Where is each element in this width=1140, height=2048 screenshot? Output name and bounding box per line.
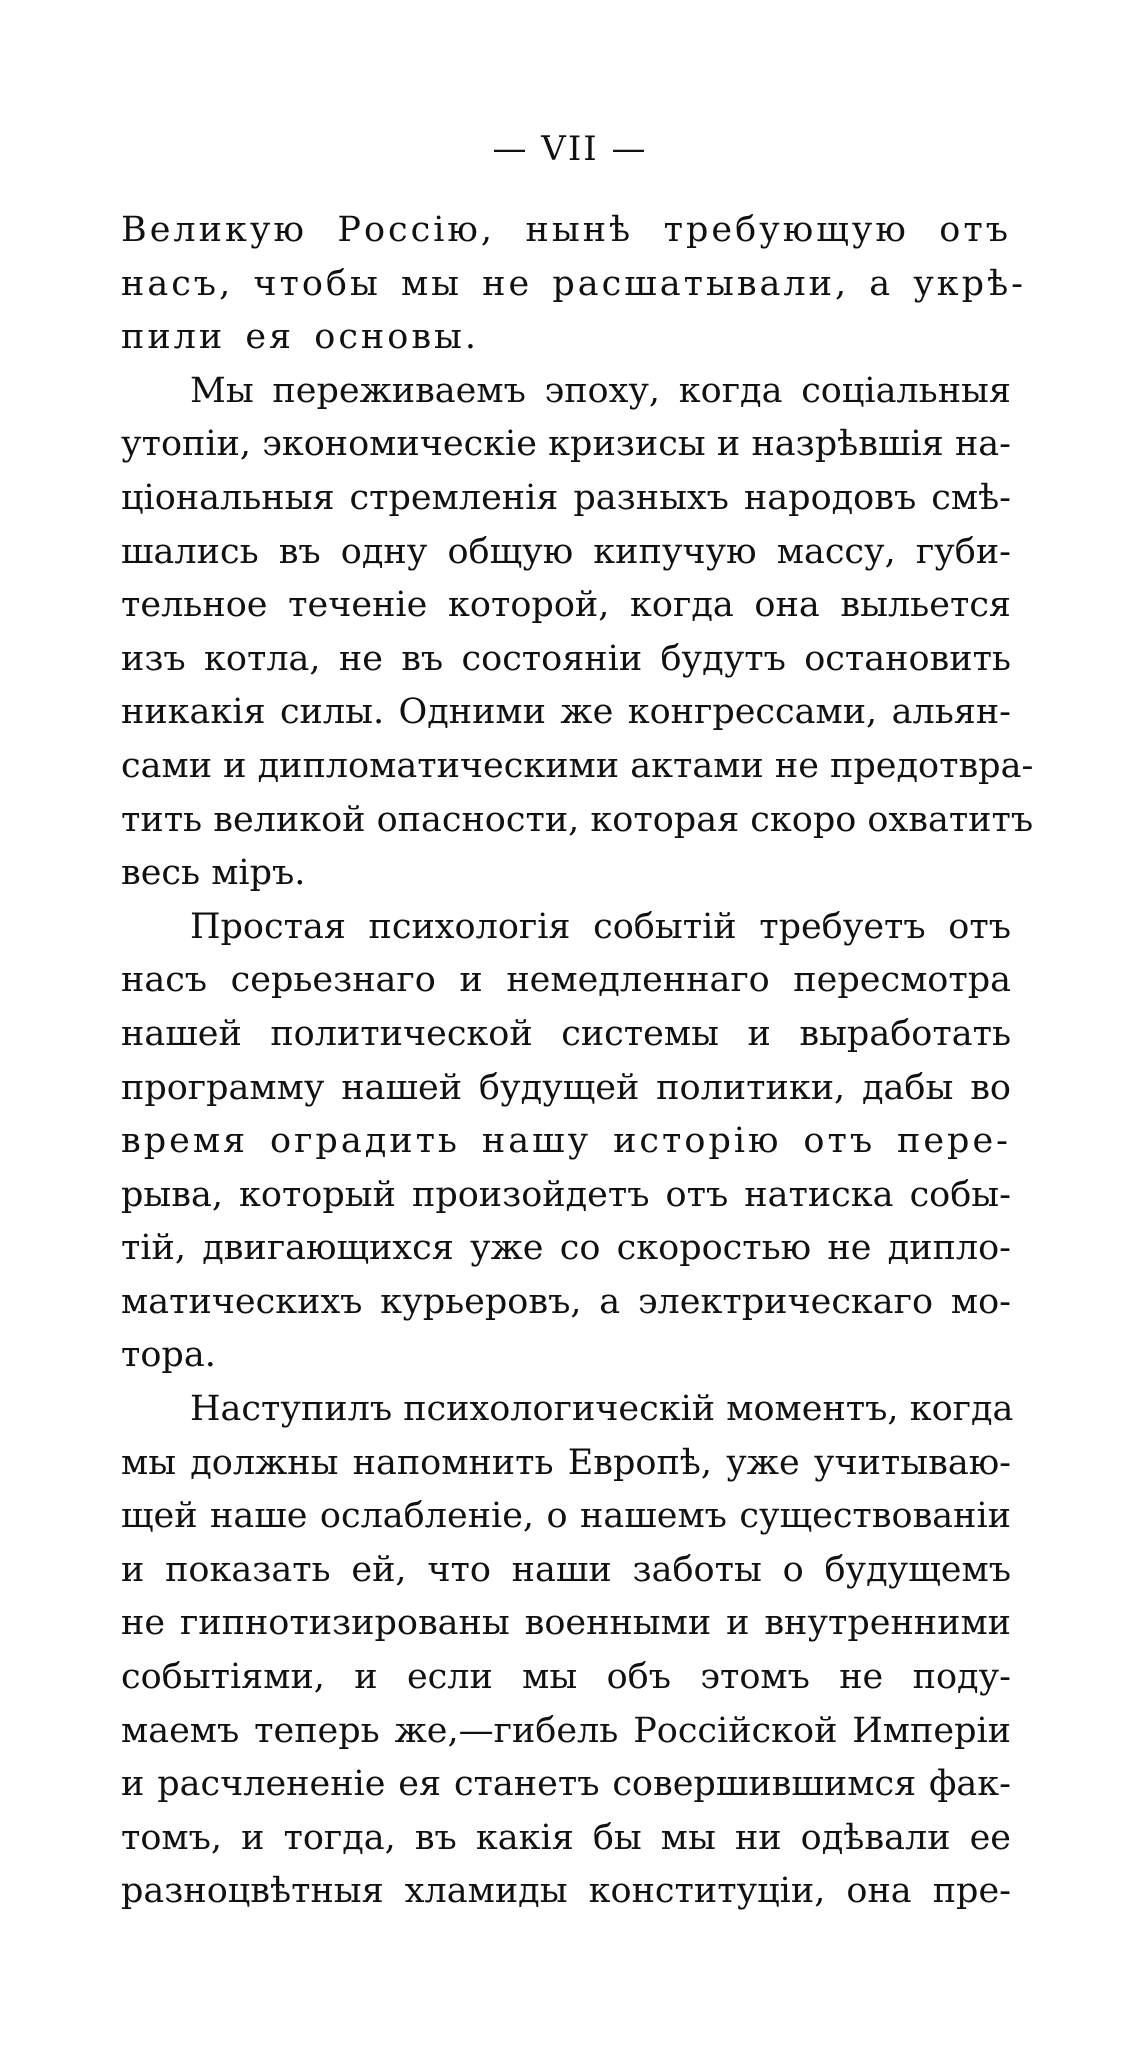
body-text: [121, 204, 1034, 1919]
paragraph-3: [121, 901, 1011, 1383]
text-line: нашей политической системы и выработать: [121, 1013, 1011, 1054]
text-line: матическихъ курьеровъ, а электрическаго мо-: [121, 1281, 1011, 1322]
text-line: пили ея основы.: [121, 317, 480, 358]
text-line: программу нашей будущей политики, дабы во: [121, 1067, 1011, 1108]
text-line: томъ, и тогда, въ какія бы мы ни одѣвали ее: [121, 1817, 1011, 1858]
text-line: и расчлененіе ея станетъ совершившимся фак-: [121, 1764, 1011, 1805]
text-line: утопіи, экономическіе кризисы и назрѣвшія на-: [121, 424, 1011, 465]
text-line: Наступилъ психологическій моментъ, когда: [190, 1389, 1014, 1430]
text-line: и показать ей, что наши заботы о будущемъ: [121, 1549, 1011, 1590]
text-line: Великую Россію, нынѣ требующую отъ: [121, 210, 1011, 250]
text-line: тора.: [121, 1335, 216, 1376]
text-line: насъ серьезнаго и немедленнаго пересмотра: [121, 960, 1011, 1001]
text-line: Мы переживаемъ эпоху, когда соціальныя: [190, 370, 1011, 411]
text-line: сами и дипломатическими актами не предотвра-: [121, 745, 1034, 786]
text-line: мы должны напомнить Европѣ, уже учитываю-: [121, 1442, 1011, 1483]
paragraph-1: [121, 204, 1026, 365]
text-line: никакія силы. Одними же конгрессами, альян-: [121, 692, 1011, 733]
text-line: тій, двигающихся уже со скоростью не дипло-: [121, 1228, 1011, 1269]
text-line: не гипнотизированы военными и внутренними: [121, 1603, 1011, 1644]
paragraph-2: [121, 365, 1034, 901]
text-line: разноцвѣтныя хламиды конституціи, она пре-: [121, 1871, 1011, 1912]
text-line: ціональныя стремленія разныхъ народовъ смѣ-: [121, 477, 1011, 518]
text-line: шались въ одну общую кипучую массу, губи-: [121, 531, 1011, 572]
text-line: изъ котла, не въ состояніи будутъ остановить: [121, 638, 1011, 679]
paragraph-4: [121, 1383, 1014, 1919]
page-number: — VII —: [492, 129, 648, 169]
text-line: событіями, и если мы объ этомъ не поду-: [121, 1657, 1011, 1698]
text-line: рыва, который произойдетъ отъ натиска собы-: [121, 1174, 1011, 1215]
text-line: тельное теченіе которой, когда она выльется: [121, 585, 1011, 626]
text-line: тить великой опасности, которая скоро охватитъ: [121, 799, 1034, 840]
text-line: щей наше ослабленіе, о нашемъ существованіи: [121, 1496, 1011, 1537]
text-line: маемъ теперь же,—гибель Россійской Имперіи: [121, 1710, 1011, 1751]
text-line: время оградить нашу исторію отъ пере-: [121, 1121, 1011, 1162]
text-line: насъ, чтобы мы не расшатывали, а укрѣ-: [121, 263, 1026, 304]
text-line: Простая психологія событій требуетъ отъ: [190, 906, 1011, 947]
text-line: весь міръ.: [121, 853, 306, 894]
